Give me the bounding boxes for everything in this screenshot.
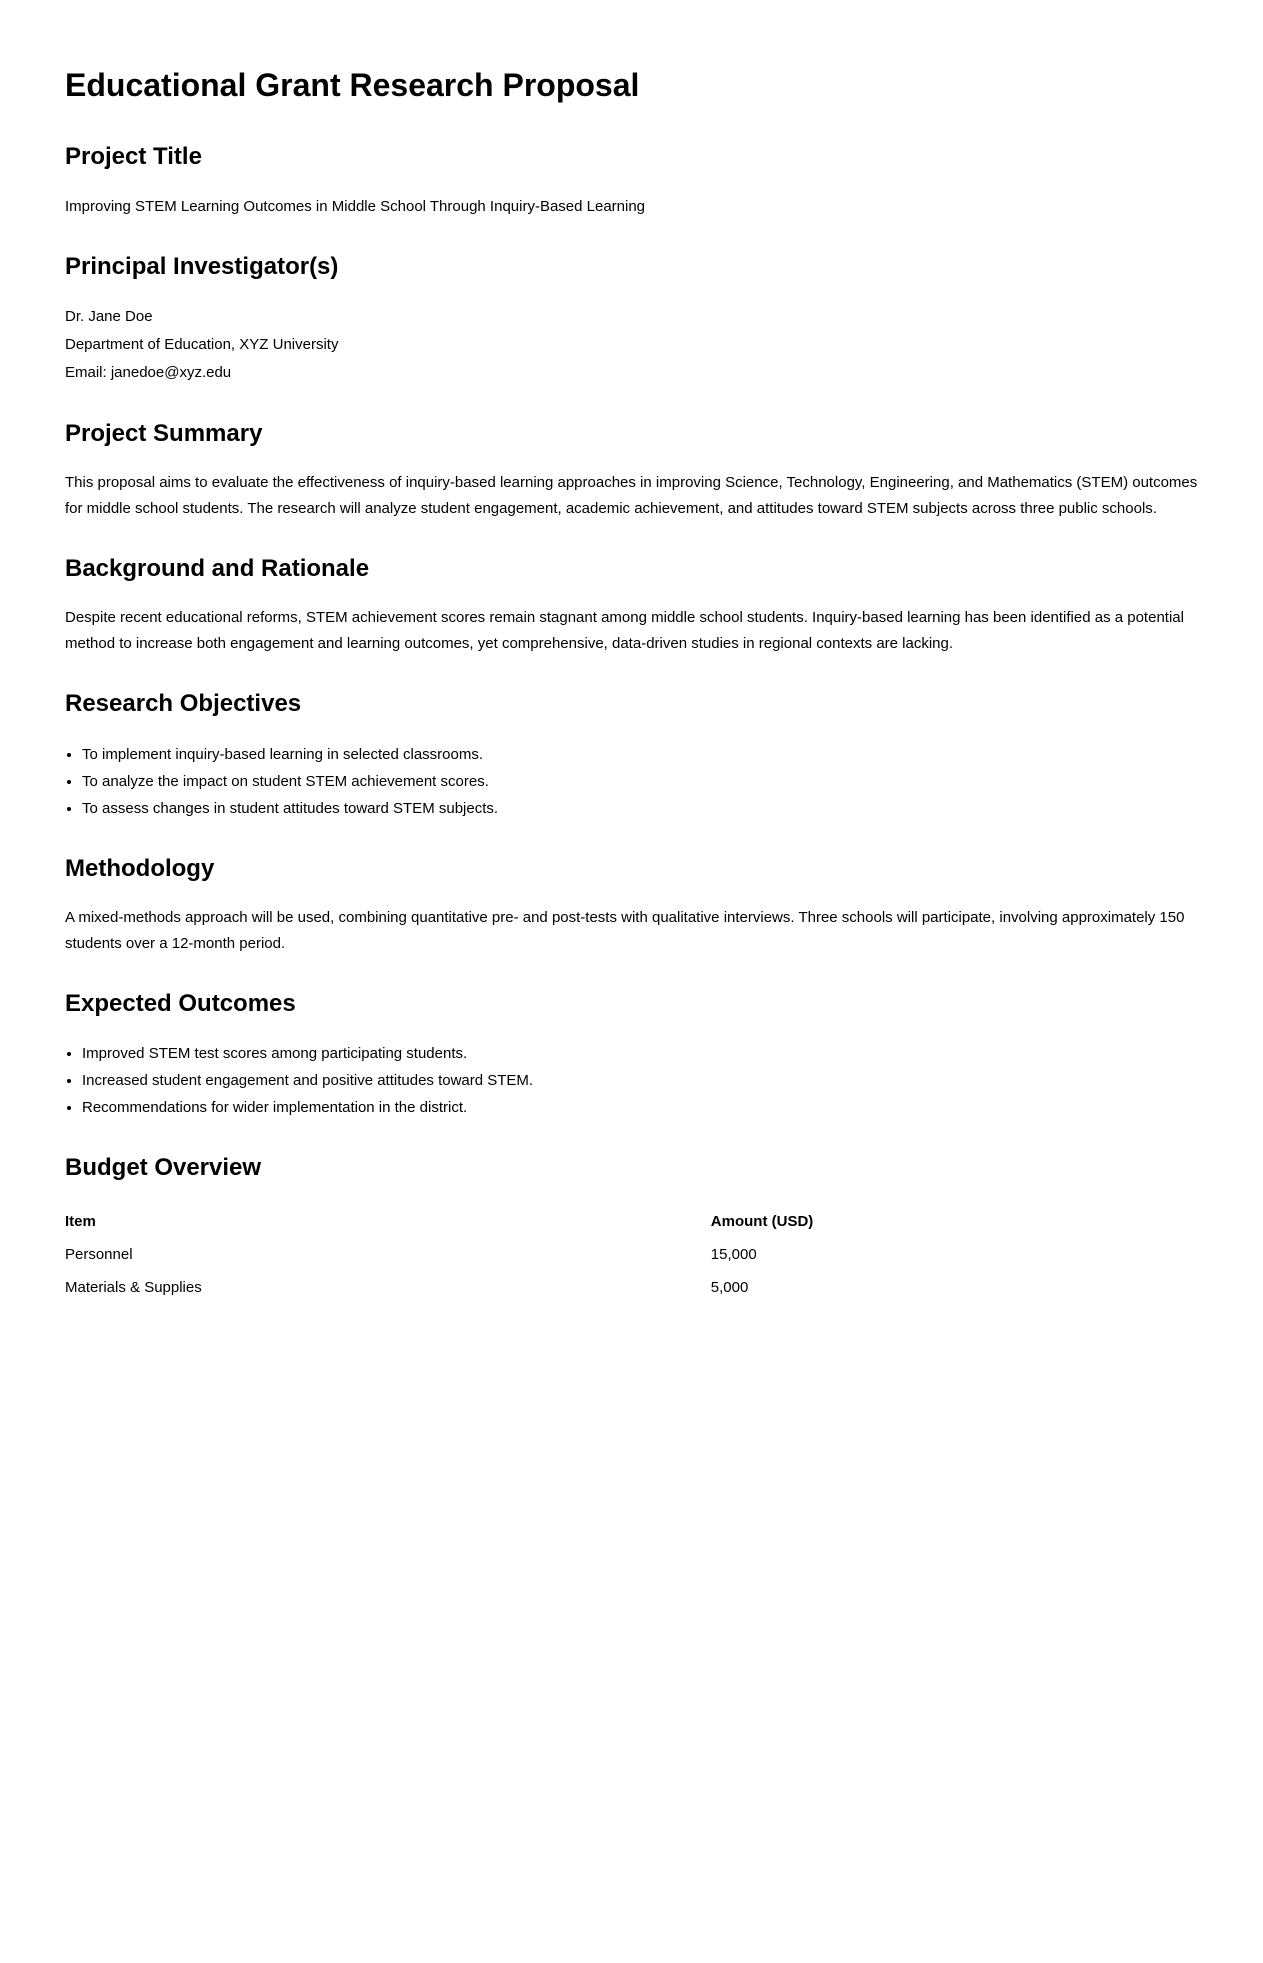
- methodology-heading: Methodology: [65, 854, 215, 882]
- table-row: [65, 1271, 1198, 1304]
- budget-cell-amount: 15,000: [710, 1245, 757, 1263]
- research-objectives-list: [65, 741, 1198, 822]
- section-methodology: [65, 854, 1198, 957]
- section-principal-investigators: [65, 252, 1198, 387]
- section-project-summary: [65, 419, 1198, 522]
- budget-cell-item: Personnel: [65, 1245, 133, 1263]
- expected-outcome-item: • Increased student engagement and positive attitudes toward STEM.: [82, 1067, 1198, 1094]
- project-summary-heading: Project Summary: [65, 419, 263, 447]
- budget-table-header-row: [65, 1205, 1198, 1238]
- research-objective-item: • To assess changes in student attitudes toward STEM subjects.: [82, 795, 1198, 822]
- section-research-objectives: [65, 689, 1198, 821]
- document-title: Educational Grant Research Proposal: [65, 67, 640, 103]
- section-project-title: [65, 142, 1198, 219]
- expected-outcome-item: • Improved STEM test scores among participating students.: [82, 1040, 1198, 1067]
- principal-investigators-heading: Principal Investigator(s): [65, 252, 339, 280]
- project-title-text: Improving STEM Learning Outcomes in Middle School Through Inquiry-Based Learning: [65, 197, 646, 215]
- budget-header-amount: Amount (USD): [710, 1212, 814, 1230]
- background-rationale-heading: Background and Rationale: [65, 555, 370, 583]
- budget-header-item: Item: [65, 1212, 96, 1230]
- budget-cell-amount: 5,000: [710, 1278, 749, 1296]
- table-row: [65, 1238, 1198, 1271]
- section-expected-outcomes: [65, 989, 1198, 1121]
- section-budget-overview: [65, 1153, 1198, 1303]
- expected-outcomes-heading: Expected Outcomes: [65, 989, 296, 1017]
- background-rationale-text: Despite recent educational reforms, STEM achievement scores remain stagnant among middle school students. Inquiry-based learning has been identified as a potential method to increase both engagement and learning outcomes, yet comprehensive, data-driven studies in regional contexts are lacking.: [65, 609, 1184, 653]
- budget-cell-item: Materials & Supplies: [65, 1278, 202, 1296]
- project-title-heading: Project Title: [65, 143, 202, 171]
- budget-table: [65, 1205, 1198, 1304]
- budget-overview-heading: Budget Overview: [65, 1154, 262, 1182]
- research-objective-item: • To analyze the impact on student STEM achievement scores.: [82, 768, 1198, 795]
- project-summary-text: This proposal aims to evaluate the effectiveness of inquiry-based learning approaches in improving Science, Technology, Engineering, and Mathematics (STEM) outcomes for middle school students. The research will analyze student engagement, academic achievement, and attitudes toward STEM subjects across three public schools.: [65, 474, 1198, 518]
- expected-outcomes-list: [65, 1040, 1198, 1121]
- methodology-text: A mixed-methods approach will be used, combining quantitative pre- and post-tests with qualitative interviews. Three schools will participate, involving approximately 150 students over a 12-month period.: [65, 908, 1185, 952]
- research-objective-item: • To implement inquiry-based learning in selected classrooms.: [82, 741, 1198, 768]
- investigator-contact-block: [65, 303, 1198, 387]
- investigator-name: Dr. Jane Doe: [65, 307, 153, 325]
- investigator-affiliation: Department of Education, XYZ University: [65, 335, 339, 353]
- section-background-rationale: [65, 554, 1198, 657]
- research-objectives-heading: Research Objectives: [65, 690, 302, 718]
- investigator-email: Email: janedoe@xyz.edu: [65, 363, 232, 381]
- expected-outcome-item: • Recommendations for wider implementation in the district.: [82, 1094, 1198, 1121]
